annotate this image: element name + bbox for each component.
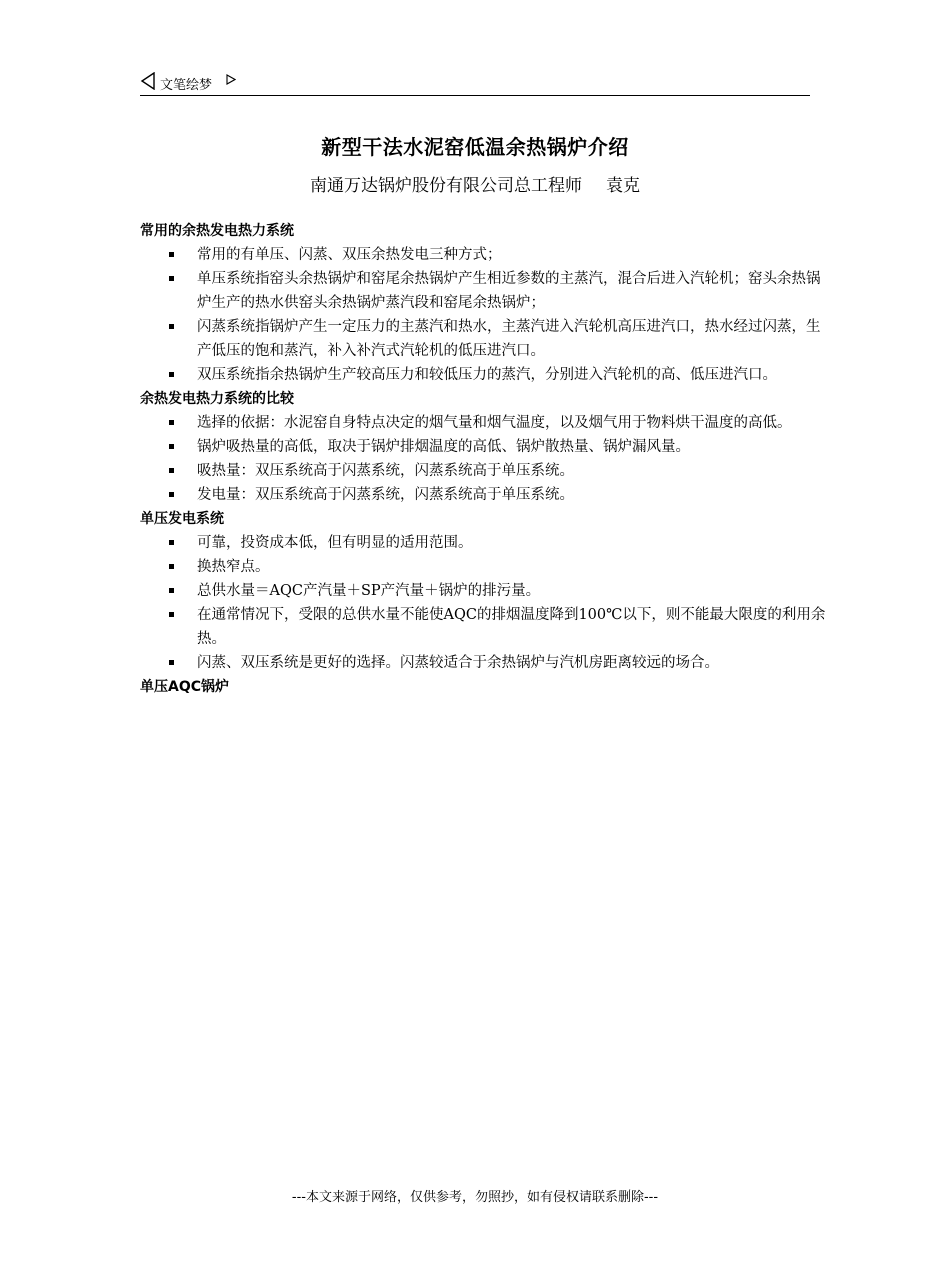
square-bullet-icon [169, 276, 174, 281]
subtitle-organization: 南通万达锅炉股份有限公司总工程师 [310, 176, 582, 196]
list-item [140, 435, 830, 459]
document-title: 新型干法水泥窑低温余热锅炉介绍 [321, 135, 629, 159]
list-item [140, 315, 830, 363]
list-item-text: 吸热量：双压系统高于闪蒸系统，闪蒸系统高于单压系统。 [197, 463, 574, 479]
bullet-list [140, 531, 830, 675]
document-subtitle [0, 171, 950, 196]
list-item [140, 651, 830, 675]
list-item [140, 579, 830, 603]
list-item-text: 双压系统指余热锅炉生产较高压力和较低压力的蒸汽，分别进入汽轮机的高、低压进汽口。 [197, 367, 777, 383]
list-item [140, 267, 830, 315]
list-item-text: 选择的依据：水泥窑自身特点决定的烟气量和烟气温度，以及烟气用于物料烘干温度的高低。 [197, 415, 792, 431]
list-item-text: 总供水量＝AQC产汽量＋SP产汽量＋锅炉的排污量。 [197, 583, 541, 599]
square-bullet-icon [169, 540, 174, 545]
square-bullet-icon [169, 468, 174, 473]
list-item [140, 243, 830, 267]
bullet-list [140, 243, 830, 387]
square-bullet-icon [169, 372, 174, 377]
square-bullet-icon [169, 492, 174, 497]
document-body [140, 219, 830, 699]
page-header [140, 70, 810, 96]
list-item [140, 603, 830, 651]
square-bullet-icon [169, 612, 174, 617]
list-item [140, 363, 830, 387]
square-bullet-icon [169, 564, 174, 569]
list-item [140, 555, 830, 579]
footer-disclaimer: ---本文来源于网络，仅供参考，勿照抄，如有侵权请联系删除--- [291, 1190, 659, 1205]
square-bullet-icon [169, 660, 174, 665]
square-bullet-icon [169, 444, 174, 449]
square-bullet-icon [169, 252, 174, 257]
list-item-text: 锅炉吸热量的高低，取决于锅炉排烟温度的高低、锅炉散热量、锅炉漏风量。 [197, 439, 690, 455]
section-heading: 余热发电热力系统的比较 [140, 391, 294, 407]
list-item [140, 531, 830, 555]
section-heading: 常用的余热发电热力系统 [140, 223, 294, 239]
list-item-text: 单压系统指窑头余热锅炉和窑尾余热锅炉产生相近参数的主蒸汽，混合后进入汽轮机；窑头余热锅炉生产的热水供窑头余热锅炉蒸汽段和窑尾余热锅炉； [197, 271, 821, 311]
bullet-list [140, 411, 830, 507]
list-item-text: 可靠，投资成本低，但有明显的适用范围。 [197, 535, 473, 551]
subtitle-author: 袁克 [606, 176, 640, 196]
list-item-text: 发电量：双压系统高于闪蒸系统，闪蒸系统高于单压系统。 [197, 487, 574, 503]
square-bullet-icon [169, 588, 174, 593]
right-triangle-outline-icon [226, 74, 236, 85]
square-bullet-icon [169, 420, 174, 425]
section-heading: 单压发电系统 [140, 511, 224, 527]
list-item-text: 闪蒸、双压系统是更好的选择。闪蒸较适合于余热锅炉与汽机房距离较远的场合。 [197, 655, 719, 671]
header-brand: 文笔绘梦 [160, 78, 213, 93]
list-item [140, 459, 830, 483]
section-heading: 单压AQC锅炉 [140, 679, 230, 695]
list-item-text: 在通常情况下，受限的总供水量不能使AQC的排烟温度降到100℃以下，则不能最大限度的利用余热。 [197, 607, 826, 647]
list-item-text: 常用的有单压、闪蒸、双压余热发电三种方式； [197, 247, 502, 263]
list-item-text: 换热窄点。 [197, 559, 270, 575]
list-item [140, 411, 830, 435]
list-item [140, 483, 830, 507]
square-bullet-icon [169, 324, 174, 329]
list-item-text: 闪蒸系统指锅炉产生一定压力的主蒸汽和热水，主蒸汽进入汽轮机高压进汽口，热水经过闪蒸，生产低压的饱和蒸汽，补入补汽式汽轮机的低压进汽口。 [197, 319, 821, 359]
left-triangle-outline-icon [140, 72, 156, 90]
